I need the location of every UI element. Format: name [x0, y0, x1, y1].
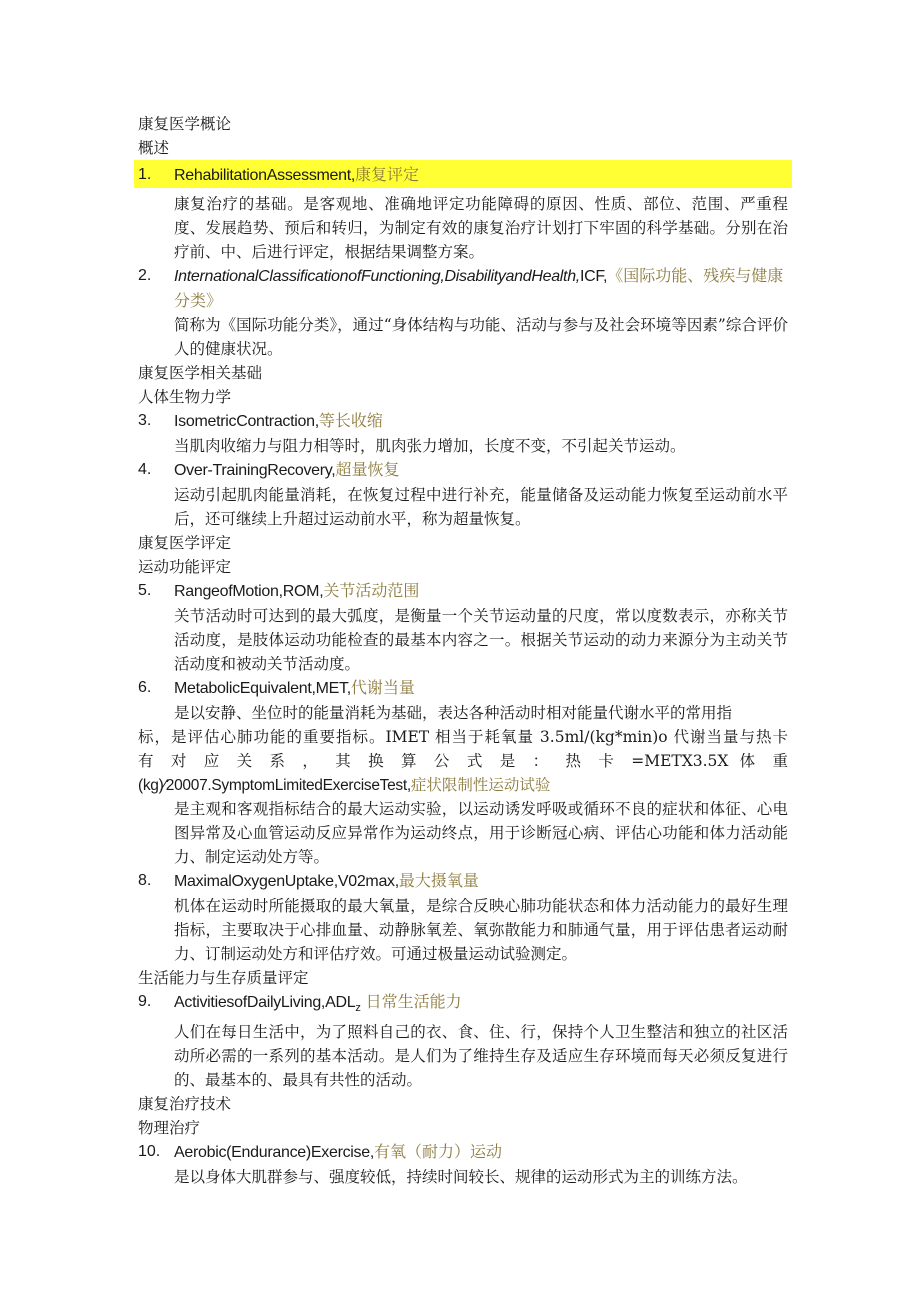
term-chinese: 有氧（耐力）运动 — [374, 1142, 503, 1162]
term-8 — [138, 869, 788, 894]
term-english: MetabolicEquivalent,MET, — [174, 680, 351, 697]
term-10-definition: 是以身体大肌群参与、强度较低，持续时间较长、规律的运动形式为主的训练方法。 — [174, 1168, 748, 1187]
term-6-definition-line-1: 是以安静、坐位时的能量消耗为基础，表达各种活动时相对能量代谢水平的常用指 — [174, 704, 733, 722]
term-6-definition-line-2: 标，是评估心肺功能的重要指标。IMET 相当于耗氧量 3.5ml∕(kg*min)o 代谢当量与热卡 — [138, 728, 788, 746]
term-10 — [138, 1140, 788, 1165]
term-english: IsometricContraction, — [174, 413, 319, 430]
term-number: 6. — [138, 679, 152, 696]
term-9 — [138, 990, 788, 1020]
term-8-definition: 机体在运动时所能摄取的最大氧量，是综合反映心肺功能状态和体力活动能力的最好生理指标，主要取决于心排血量、动静脉氧差、氧弥散能力和肺通气量，用于评估患者运动耐力、订制运动处方和评估疗效。可通过极量运动试验测定。 — [174, 897, 788, 963]
term-6-definition-line-3: 有 对 应 关 系 ， 其 换 算 公 式 是 ： 热 卡 =METX3.5X 体 重 — [138, 752, 788, 770]
term-5 — [138, 579, 788, 604]
term-english: InternationalClassificationofFunctioning,DisabilityandHealth, — [174, 268, 580, 285]
term-number: 1. — [138, 166, 152, 183]
term-number: 5. — [138, 582, 152, 599]
term-number: 10. — [138, 1143, 161, 1161]
document-title: 康复医学概论 — [138, 115, 232, 133]
term-chinese: 《国际功能、残疾与健康分类》 — [174, 266, 784, 310]
term-7-chinese: 症状限制性运动试验 — [410, 776, 551, 794]
term-4-definition: 运动引起肌肉能量消耗，在恢复过程中进行补充，能量储备及运动能力恢复至运动前水平后，还可继续上升超过运动前水平，称为超量恢复。 — [174, 486, 788, 528]
term-1-highlighted — [134, 160, 792, 188]
subsection-heading-biomech: 人体生物力学 — [138, 388, 232, 406]
term-english: RangeofMotion,ROM, — [174, 583, 324, 600]
term-english: RehabilitationAssessment, — [174, 167, 356, 184]
subsection-heading-physio: 物理治疗 — [138, 1119, 201, 1138]
term-2 — [138, 264, 788, 313]
term-chinese: 超量恢复 — [335, 460, 400, 479]
term-9-definition: 人们在每日生活中，为了照料自己的衣、食、住、行，保持个人卫生整洁和独立的社区活动所必需的一系列的基本活动。是人们为了维持生存及适应生存环境而每天必须反复进行的、最基本的、最具有共性的活动。 — [174, 1023, 788, 1090]
term-chinese: 日常生活能力 — [365, 992, 462, 1011]
section-heading-therapy: 康复治疗技术 — [138, 1095, 232, 1114]
term-chinese: 关节活动范围 — [323, 581, 420, 600]
term-chinese: 等长收缩 — [318, 411, 383, 430]
term-chinese: 康复评定 — [355, 165, 420, 184]
term-english: Over-TrainingRecovery, — [174, 462, 336, 479]
term-english: MaximalOxygenUptake,V02max, — [174, 873, 399, 890]
term-7-definition: 是主观和客观指标结合的最大运动实验，以运动诱发呼吸或循环不良的症状和体征、心电图异常及心血管运动反应异常作为运动终点，用于诊断冠心病、评估心功能和体力活动能力、制定运动处方等。 — [174, 800, 788, 866]
term-6 — [138, 676, 788, 701]
subsection-heading-motor: 运动功能评定 — [138, 558, 232, 576]
subsection-heading-life: 生活能力与生存质量评定 — [138, 969, 309, 987]
term-chinese: 代谢当量 — [350, 678, 415, 697]
term-number: 4. — [138, 461, 152, 478]
section-heading-basis: 康复医学相关基础 — [138, 364, 263, 382]
term-3 — [138, 409, 788, 434]
section-heading-overview: 概述 — [138, 139, 170, 157]
formula-and-term-7: (kg)∕20007.SymptomLimitedExerciseTest, — [138, 777, 411, 794]
term-number: 3. — [138, 412, 152, 429]
section-heading-assess: 康复医学评定 — [138, 534, 232, 552]
term-number: 8. — [138, 872, 152, 889]
term-subscript: z — [355, 1002, 361, 1015]
term-3-definition: 当肌肉收缩力与阻力相等时，肌肉张力增加，长度不变，不引起关节运动。 — [174, 437, 686, 455]
document-page — [138, 112, 788, 1189]
term-number: 9. — [138, 993, 152, 1010]
term-abbrev: ICF, — [579, 268, 608, 285]
term-english: ActivitiesofDailyLiving,ADL — [174, 994, 356, 1011]
term-5-definition: 关节活动时可达到的最大弧度，是衡量一个关节运动量的尺度，常以度数表示，亦称关节活动度，是肢体运动功能检查的最基本内容之一。根据关节运动的动力来源分为主动关节活动度和被动关节活动度。 — [174, 607, 788, 673]
term-english: Aerobic(Endurance)Exercise, — [174, 1144, 374, 1162]
term-1-definition: 康复治疗的基础。是客观地、准确地评定功能障碍的原因、性质、部位、范围、严重程度、发展趋势、预后和转归，为制定有效的康复治疗计划打下牢固的科学基础。分别在治疗前、中、后进行评定，根据结果调整方案。 — [174, 195, 788, 261]
term-2-definition: 简称为《国际功能分类》，通过“身体结构与功能、活动与参与及社会环境等因素”综合评价人的健康状况。 — [174, 316, 788, 358]
term-number: 2. — [138, 267, 152, 284]
term-chinese: 最大摄氧量 — [398, 871, 479, 890]
term-4 — [138, 458, 788, 483]
term-6-definition-line-4 — [138, 773, 788, 797]
